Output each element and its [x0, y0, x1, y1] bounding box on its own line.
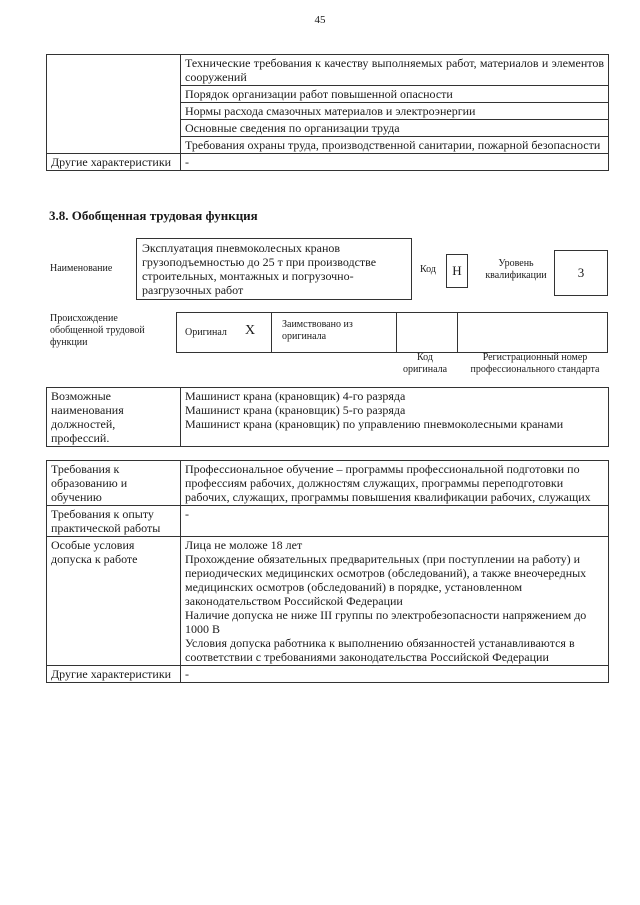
position-item: Машинист крана (крановщик) 5-го разряда	[185, 403, 406, 417]
original-mark: X	[245, 323, 256, 338]
level-label: Уровень квалификации	[485, 258, 547, 281]
level-box	[554, 250, 608, 296]
borrowed-cell	[271, 312, 397, 353]
table-row	[47, 388, 609, 447]
position-item: Машинист крана (крановщик) по управлению пневмоколесными кранами	[185, 417, 564, 431]
table-row	[47, 154, 609, 171]
requirements-table	[46, 460, 609, 683]
code-box	[446, 254, 468, 288]
special-conditions-label: Особые условия допуска к работе	[47, 537, 181, 666]
special-condition-item: Условия допуска работника к выполнению обязанностей устанавливаются в соответствии с требованиями законодательства Российской Федерации	[185, 636, 575, 664]
knowledge-item: Требования охраны труда, производственной санитарии, пожарной безопасности	[181, 137, 609, 154]
positions-list	[181, 388, 609, 447]
table-row	[47, 666, 609, 683]
borrowed-label: Заимствовано из оригинала	[282, 319, 353, 342]
code-origin-label: Код оригинала	[402, 352, 448, 375]
special-conditions-list	[181, 537, 609, 666]
table-row	[47, 537, 609, 666]
reg-number-label: Регистрационный номер профессионального стандарта	[470, 352, 600, 375]
other-characteristics-value: -	[181, 666, 609, 683]
origin-label: Происхождение обобщенной трудовой функции	[50, 313, 145, 348]
function-name-box	[136, 238, 412, 300]
section-title: 3.8. Обобщенная трудовая функция	[49, 208, 258, 223]
other-characteristics-value: -	[181, 154, 609, 171]
knowledge-table	[46, 54, 609, 171]
knowledge-item: Технические требования к качеству выполняемых работ, материалов и элементов сооружений	[181, 55, 609, 86]
special-condition-item: Лица не моложе 18 лет	[185, 538, 303, 552]
code-value: Н	[452, 263, 462, 278]
original-cell	[176, 312, 272, 353]
code-label: Код	[420, 264, 436, 275]
page-number: 45	[314, 14, 326, 26]
knowledge-item: Основные сведения по организации труда	[181, 120, 609, 137]
special-condition-item: Прохождение обязательных предварительных (при поступлении на работу) и периодических медицинских осмотров (обследований), а также внеочередных медицинских осмотров (обследований) в порядке, установленном законодательством Российской Федерации	[185, 552, 587, 608]
other-characteristics-label: Другие характеристики	[47, 154, 181, 171]
experience-value: -	[181, 506, 609, 537]
knowledge-item: Порядок организации работ повышенной опасности	[181, 86, 609, 103]
table-row	[47, 461, 609, 506]
special-condition-item: Наличие допуска не ниже III группы по электробезопасности напряжением до 1000 В	[185, 608, 587, 636]
experience-label: Требования к опыту практической работы	[47, 506, 181, 537]
table-row	[47, 506, 609, 537]
other-characteristics-label: Другие характеристики	[47, 666, 181, 683]
name-label: Наименование	[50, 263, 113, 274]
code-origin-cell	[396, 312, 458, 353]
knowledge-item: Нормы расхода смазочных материалов и электроэнергии	[181, 103, 609, 120]
origin-table	[176, 312, 608, 353]
position-item: Машинист крана (крановщик) 4-го разряда	[185, 389, 406, 403]
education-label: Требования к образованию и обучению	[47, 461, 181, 506]
function-name-value: Эксплуатация пневмоколесных кранов грузоподъемностью до 25 т при производстве строительных, монтажных и погрузочно-разгрузочных работ	[142, 241, 377, 297]
positions-table	[46, 387, 609, 447]
positions-label: Возможные наименования должностей, профессий.	[47, 388, 181, 447]
original-label: Оригинал	[185, 327, 227, 338]
table-row	[47, 55, 609, 86]
empty-label-cell	[47, 55, 181, 154]
education-value: Профессиональное обучение – программы профессиональной подготовки по профессиям рабочих, должностям служащих, программы переподготовки рабочих, служащих, программы повышения квалификации рабочих, служащих	[181, 461, 609, 506]
level-value: 3	[577, 265, 585, 280]
